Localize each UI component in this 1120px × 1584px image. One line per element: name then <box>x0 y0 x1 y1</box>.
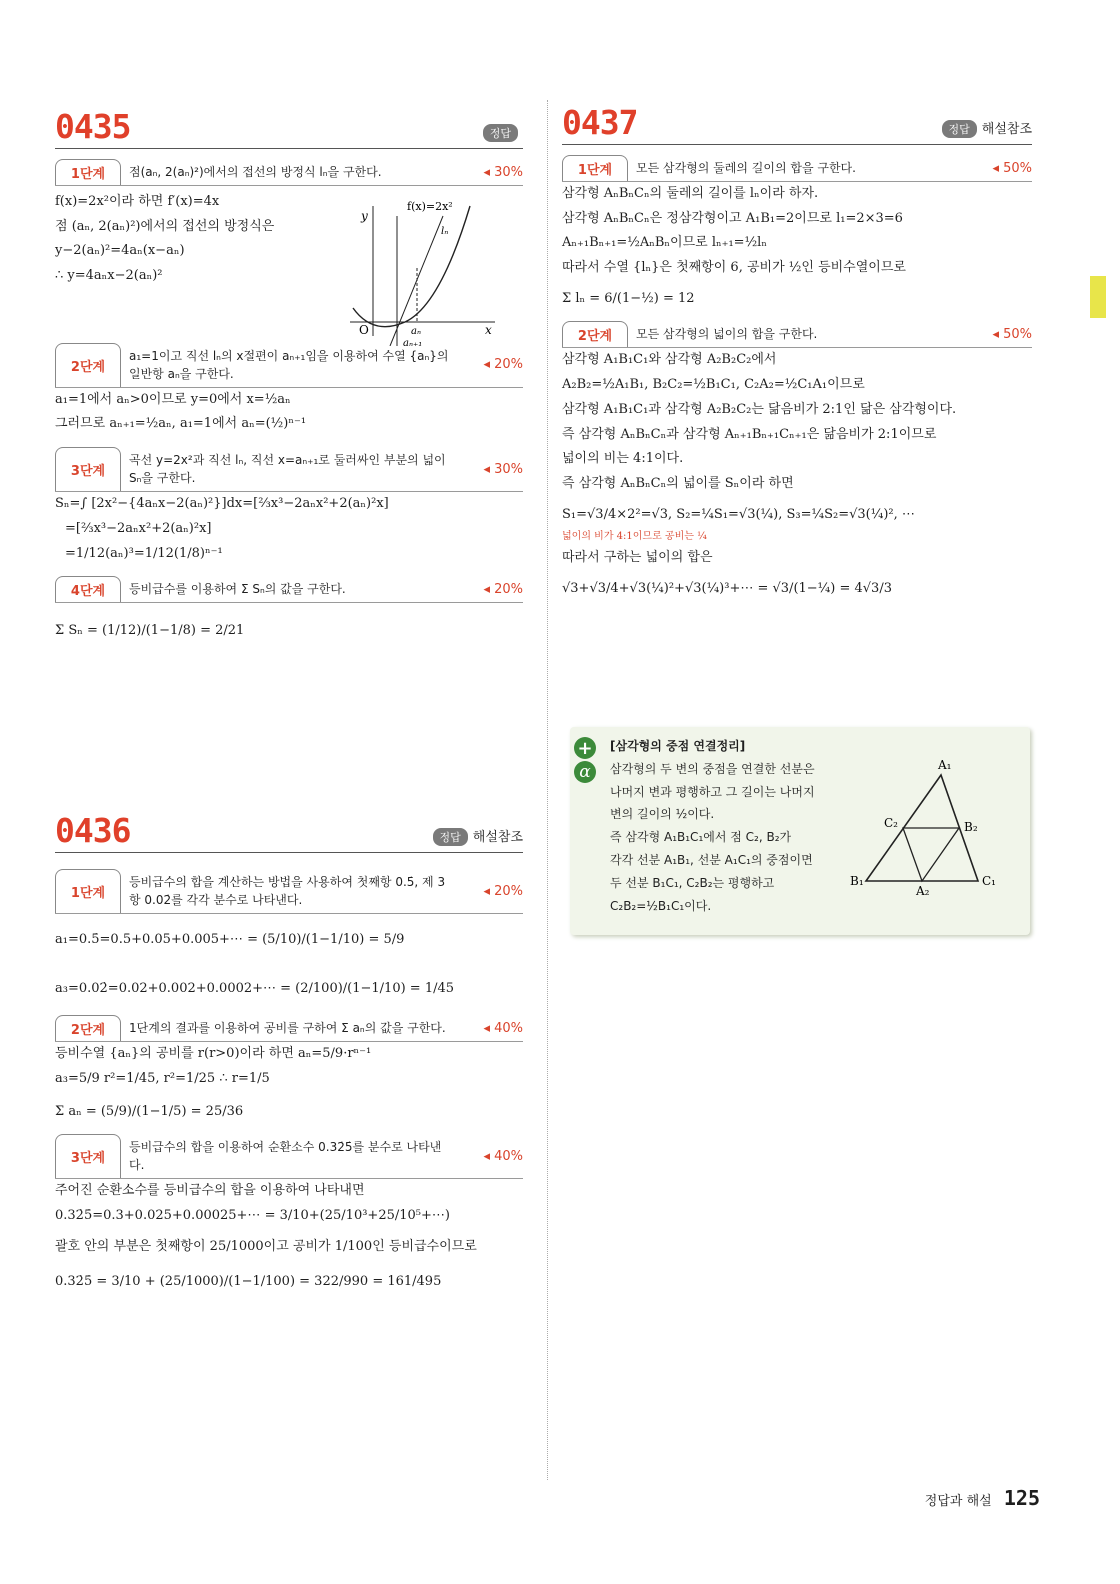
step-label: 3단계 <box>55 447 121 491</box>
label-c2: C₂ <box>884 816 898 830</box>
solution-step-1 <box>55 190 345 289</box>
math-line: 그러므로 aₙ₊₁=½aₙ, a₁=1에서 aₙ=(½)ⁿ⁻¹ <box>55 416 307 432</box>
math-line: Aₙ₊₁Bₙ₊₁=½AₙBₙ이므로 lₙ₊₁=½lₙ <box>562 235 767 251</box>
problem-header <box>55 104 523 149</box>
step-label: 2단계 <box>562 321 628 347</box>
step-desc: 곡선 y=2x²과 직선 lₙ, 직선 x=aₙ₊₁로 둘러싸인 부분의 넓이 Sₙ을 구한다. <box>129 453 446 486</box>
answer-label <box>433 826 524 846</box>
label-a1: A₁ <box>938 758 952 772</box>
step-percent: ◂ 20% <box>483 357 523 373</box>
answer-text: 해설참조 <box>472 830 523 845</box>
an1-label: aₙ₊₁ <box>403 338 423 346</box>
problem-0435 <box>55 104 523 644</box>
math-line: √3+√3/4+√3(¼)²+√3(¼)³+⋯ = √3/(1−¼) = 4√3/3 <box>562 580 892 596</box>
step-2 <box>55 343 523 388</box>
step-desc: 모든 삼각형의 둘레의 길이의 합을 구한다. <box>636 161 856 175</box>
math-line: Σ aₙ = (5/9)/(1−1/5) = 25/36 <box>55 1103 244 1119</box>
problem-number: 0436 <box>55 811 131 850</box>
problem-header <box>562 100 1032 145</box>
answer-badge: 정답 <box>483 124 518 142</box>
step-label: 1단계 <box>55 869 121 913</box>
midpoint-theorem-tip <box>570 727 1030 935</box>
math-line: 0.32̇5̇ = 3/10 + (25/1000)/(1−1/100) = 322/990 = 161/495 <box>55 1273 442 1289</box>
tip-title: [삼각형의 중점 연결정리] <box>610 739 746 753</box>
step-percent: ◂ 50% <box>992 160 1032 176</box>
step-percent: ◂ 40% <box>483 1020 523 1036</box>
parabola-curve <box>353 206 470 327</box>
label-b2: B₂ <box>964 820 978 834</box>
step-1 <box>55 869 523 914</box>
footer-label: 정답과 해설 <box>924 1494 992 1509</box>
step-percent: ◂ 30% <box>483 164 523 180</box>
hint-note: 넓이의 비가 4:1이므로 공비는 ¼ <box>562 531 707 543</box>
step-desc: 점(aₙ, 2(aₙ)²)에서의 접선의 방정식 lₙ을 구한다. <box>129 165 382 179</box>
step-2 <box>562 321 1032 348</box>
math-line: 삼각형 A₁B₁C₁과 삼각형 A₂B₂C₂는 닮음비가 2:1인 닮은 삼각형이다. <box>562 401 957 417</box>
step-2 <box>55 1015 523 1042</box>
step-1 <box>55 159 523 186</box>
math-line: Sₙ=∫ [2x²−{4aₙx−2(aₙ)²}]dx=[⅔x³−2aₙx²+2(aₙ)²x] <box>55 496 389 512</box>
solution-step-1 <box>55 928 523 1001</box>
solution-step-3 <box>55 492 523 566</box>
answer-badge: 정답 <box>433 828 468 846</box>
page-number: 125 <box>1003 1486 1040 1510</box>
solution-step-2 <box>562 348 1032 601</box>
step-desc: 등비급수의 합을 계산하는 방법을 사용하여 첫째항 0.5̇, 제 3항 0.02̇를 각각 분수로 나타낸다. <box>129 875 446 907</box>
plus-alpha-icon: + α <box>574 737 602 785</box>
math-line: S₁=√3/4×2²=√3, S₂=¼S₁=√3(¼), S₃=¼S₂=√3(¼)², ⋯ <box>562 506 915 522</box>
math-line: a₁=1에서 aₙ>0이므로 y=0에서 x=½aₙ <box>55 391 291 407</box>
math-line: a₃=0.02̇=0.02+0.002+0.0002+⋯ = (2/100)/(1−1/10) = 1/45 <box>55 980 455 996</box>
tangent-label: lₙ <box>441 226 449 237</box>
y-label: y <box>361 209 368 223</box>
tip-line: 나머지 변과 평행하고 그 길이는 나머지 <box>610 784 815 799</box>
math-line: 넓이의 비는 4:1이다. <box>562 451 684 467</box>
tangent-graph <box>345 196 525 346</box>
answer-badge: 정답 <box>942 120 977 138</box>
math-line: f(x)=2x²이라 하면 f′(x)=4x <box>55 194 220 209</box>
chapter-tab <box>1090 276 1106 318</box>
math-line: 따라서 수열 {lₙ}은 첫째항이 6, 공비가 ½인 등비수열이므로 <box>562 260 906 276</box>
math-line: 점 (aₙ, 2(aₙ)²)에서의 접선의 방정식은 <box>55 218 275 234</box>
an-label: aₙ <box>411 326 422 337</box>
step-desc: a₁=1이고 직선 lₙ의 x절편이 aₙ₊₁임을 이용하여 수열 {aₙ}의 일반항 aₙ을 구한다. <box>129 348 449 381</box>
solution-step-1 <box>562 182 1032 311</box>
math-line: 즉 삼각형 AₙBₙCₙ의 넓이를 Sₙ이라 하면 <box>562 475 794 491</box>
step-desc: 등비급수의 합을 이용하여 순환소수 0.32̇5̇를 분수로 나타낸다. <box>129 1140 442 1173</box>
math-line: =1/12(aₙ)³=1/12(1/8)ⁿ⁻¹ <box>65 545 223 561</box>
label-b1: B₁ <box>850 874 864 888</box>
step-desc: 1단계의 결과를 이용하여 공비를 구하여 Σ aₙ의 값을 구한다. <box>129 1021 446 1036</box>
tip-line: 각각 선분 A₁B₁, 선분 A₁C₁의 중점이면 <box>610 852 813 867</box>
math-line: y−2(aₙ)²=4aₙ(x−aₙ) <box>55 243 185 259</box>
step-desc: 모든 삼각형의 넓이의 합을 구한다. <box>636 327 818 342</box>
answer-label <box>942 118 1033 138</box>
math-line: 삼각형 AₙBₙCₙ은 정삼각형이고 A₁B₁=2이므로 l₁=2×3=6 <box>562 210 903 226</box>
label-c1: C₁ <box>982 874 996 888</box>
step-1 <box>562 155 1032 182</box>
math-line: Σ lₙ = 6/(1−½) = 12 <box>562 290 695 306</box>
solution-step-2 <box>55 1042 523 1124</box>
origin-label: O <box>359 323 369 337</box>
tip-text <box>610 735 850 917</box>
math-line: 삼각형 A₁B₁C₁와 삼각형 A₂B₂C₂에서 <box>562 352 777 368</box>
math-line: A₂B₂=½A₁B₁, B₂C₂=½B₁C₁, C₂A₂=½C₁A₁이므로 <box>562 377 865 393</box>
math-line: Σ Sₙ = (1/12)/(1−1/8) = 2/21 <box>55 623 245 639</box>
problem-header <box>55 808 523 853</box>
step-percent: ◂ 20% <box>483 883 523 899</box>
step-3 <box>55 1134 523 1179</box>
problem-0436 <box>55 808 523 1294</box>
triangle-diagram <box>846 757 1006 897</box>
column-divider <box>547 100 548 1480</box>
tip-line: 변의 길이의 ½이다. <box>610 807 715 822</box>
math-line: =[⅔x³−2aₙx²+2(aₙ)²x] <box>65 520 212 536</box>
problem-0437 <box>562 100 1032 602</box>
solution-step-4 <box>55 619 523 644</box>
answer-text: 해설참조 <box>981 122 1032 137</box>
step-3 <box>55 447 523 492</box>
step-percent: ◂ 40% <box>483 1148 523 1164</box>
page-footer <box>925 1486 1040 1510</box>
tip-line: 즉 삼각형 A₁B₁C₁에서 점 C₂, B₂가 <box>610 830 792 845</box>
solution-step-2 <box>55 388 523 437</box>
math-line: 등비수열 {aₙ}의 공비를 r(r>0)이라 하면 aₙ=5/9·rⁿ⁻¹ <box>55 1046 372 1062</box>
tip-line: 두 선분 B₁C₁, C₂B₂는 평행하고 <box>610 875 775 890</box>
step-percent: ◂ 50% <box>992 326 1032 342</box>
math-line: 괄호 안의 부분은 첫째항이 25/1000이고 공비가 1/100인 등비급수이므로 <box>55 1238 477 1254</box>
x-label: x <box>485 323 492 337</box>
math-line: 따라서 구하는 넓이의 합은 <box>562 550 713 566</box>
curve-label: f(x)=2x² <box>407 200 453 213</box>
tip-line: 삼각형의 두 변의 중점을 연결한 선분은 <box>610 761 815 776</box>
tip-line: C₂B₂=½B₁C₁이다. <box>610 898 712 913</box>
step-desc: 등비급수를 이용하여 Σ Sₙ의 값을 구한다. <box>129 582 346 597</box>
math-line: a₁=0.5̇=0.5+0.05+0.005+⋯ = (5/10)/(1−1/10) = 5/9 <box>55 932 405 947</box>
math-line: 삼각형 AₙBₙCₙ의 둘레의 길이를 lₙ이라 하자. <box>562 186 819 201</box>
math-line: 즉 삼각형 AₙBₙCₙ과 삼각형 Aₙ₊₁Bₙ₊₁Cₙ₊₁은 닮음비가 2:1이므로 <box>562 426 937 442</box>
math-line: ∴ y=4aₙx−2(aₙ)² <box>55 268 163 284</box>
step-label: 2단계 <box>55 343 121 387</box>
step-label: 1단계 <box>55 159 121 185</box>
problem-number: 0437 <box>562 103 638 142</box>
step-label: 3단계 <box>55 1134 121 1178</box>
step-4 <box>55 576 523 603</box>
answer-label <box>483 124 523 142</box>
step-percent: ◂ 20% <box>483 581 523 597</box>
midpoint-triangle <box>903 828 959 881</box>
step-percent: ◂ 30% <box>483 461 523 477</box>
step-label: 4단계 <box>55 576 121 602</box>
math-line: a₃=5/9 r²=1/45, r²=1/25 ∴ r=1/5 <box>55 1071 270 1087</box>
math-line: 주어진 순환소수를 등비급수의 합을 이용하여 나타내면 <box>55 1183 365 1199</box>
solution-step-3 <box>55 1179 523 1294</box>
problem-number: 0435 <box>55 107 131 146</box>
step-label: 2단계 <box>55 1015 121 1041</box>
label-a2: A₂ <box>916 884 930 897</box>
math-line: 0.32̇5̇=0.3+0.025+0.00025+⋯ = 3/10+(25/10³+25/10⁵+⋯) <box>55 1208 450 1224</box>
step-label: 1단계 <box>562 155 628 181</box>
